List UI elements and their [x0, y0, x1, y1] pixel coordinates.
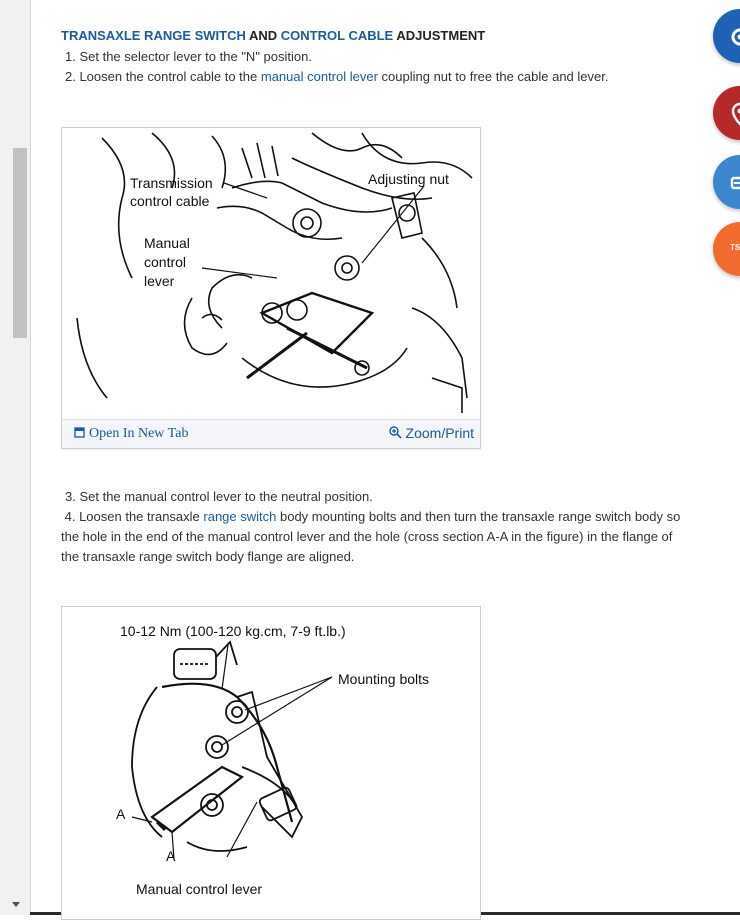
label-adjusting-nut: Adjusting nut [368, 171, 449, 187]
section-heading: TRANSAXLE RANGE SWITCH AND CONTROL CABLE ADJUSTMENT [61, 28, 681, 43]
open-in-new-tab-link[interactable]: Open In New Tab [74, 426, 188, 442]
label-mounting-bolts: Mounting bolts [338, 671, 429, 687]
label-lever-3: lever [144, 273, 175, 289]
label-a-left: A [116, 806, 126, 822]
figure-toolbar [62, 419, 480, 448]
location-fab-button[interactable] [713, 86, 740, 140]
heading-link-control-cable[interactable]: CONTROL CABLE [281, 28, 393, 43]
scroll-thumb[interactable] [13, 148, 27, 338]
label-cable-1: Transmission [130, 175, 213, 191]
new-tab-icon [74, 427, 85, 438]
step-3: 3. Set the manual control lever to the neutral position. [61, 487, 681, 507]
figure-control-cable [61, 127, 481, 449]
label-lever-1: Manual [144, 235, 190, 251]
range-switch-diagram [62, 607, 480, 919]
article-middle [61, 487, 681, 567]
tools-fab-button[interactable] [713, 9, 740, 63]
control-cable-diagram [62, 128, 480, 420]
label-lever-2: control [144, 254, 186, 270]
label-manual-control-lever: Manual control lever [136, 881, 262, 897]
pin-icon [727, 101, 740, 127]
heading-link-range-switch[interactable]: TRANSAXLE RANGE SWITCH [61, 28, 246, 43]
manual-control-lever-link[interactable]: manual control lever [261, 69, 378, 84]
vehicle-fab-button[interactable] [713, 155, 740, 209]
step-2: 2. Loosen the control cable to the manual control lever coupling nut to free the cable and lever. [61, 67, 681, 87]
label-torque: 10-12 Nm (100-120 kg.cm, 7-9 ft.lb.) [120, 623, 346, 639]
article-top [61, 28, 681, 87]
zoom-print-link[interactable]: Zoom/Print [389, 425, 474, 441]
car-icon [727, 170, 740, 196]
range-switch-link[interactable]: range switch [203, 509, 276, 524]
figure-range-switch [61, 606, 481, 920]
label-cable-2: control cable [130, 193, 210, 209]
scroll-down-arrow-icon[interactable] [12, 902, 20, 907]
label-a-bottom: A [166, 848, 176, 864]
tsb-icon: TS [730, 243, 740, 252]
tsb-fab-button[interactable] [713, 222, 740, 276]
scrollbar[interactable] [0, 0, 31, 915]
gear-icon [727, 24, 740, 50]
step-4: 4. Loosen the transaxle range switch body mounting bolts and then turn the transaxle range switch body so the hole in the end of the manual control lever and the hole (cross section A-A in the figure) in the flange of the transaxle range switch body flange are aligned. [61, 507, 681, 567]
step-1: 1. Set the selector lever to the "N" position. [61, 47, 681, 67]
zoom-icon [389, 426, 402, 439]
